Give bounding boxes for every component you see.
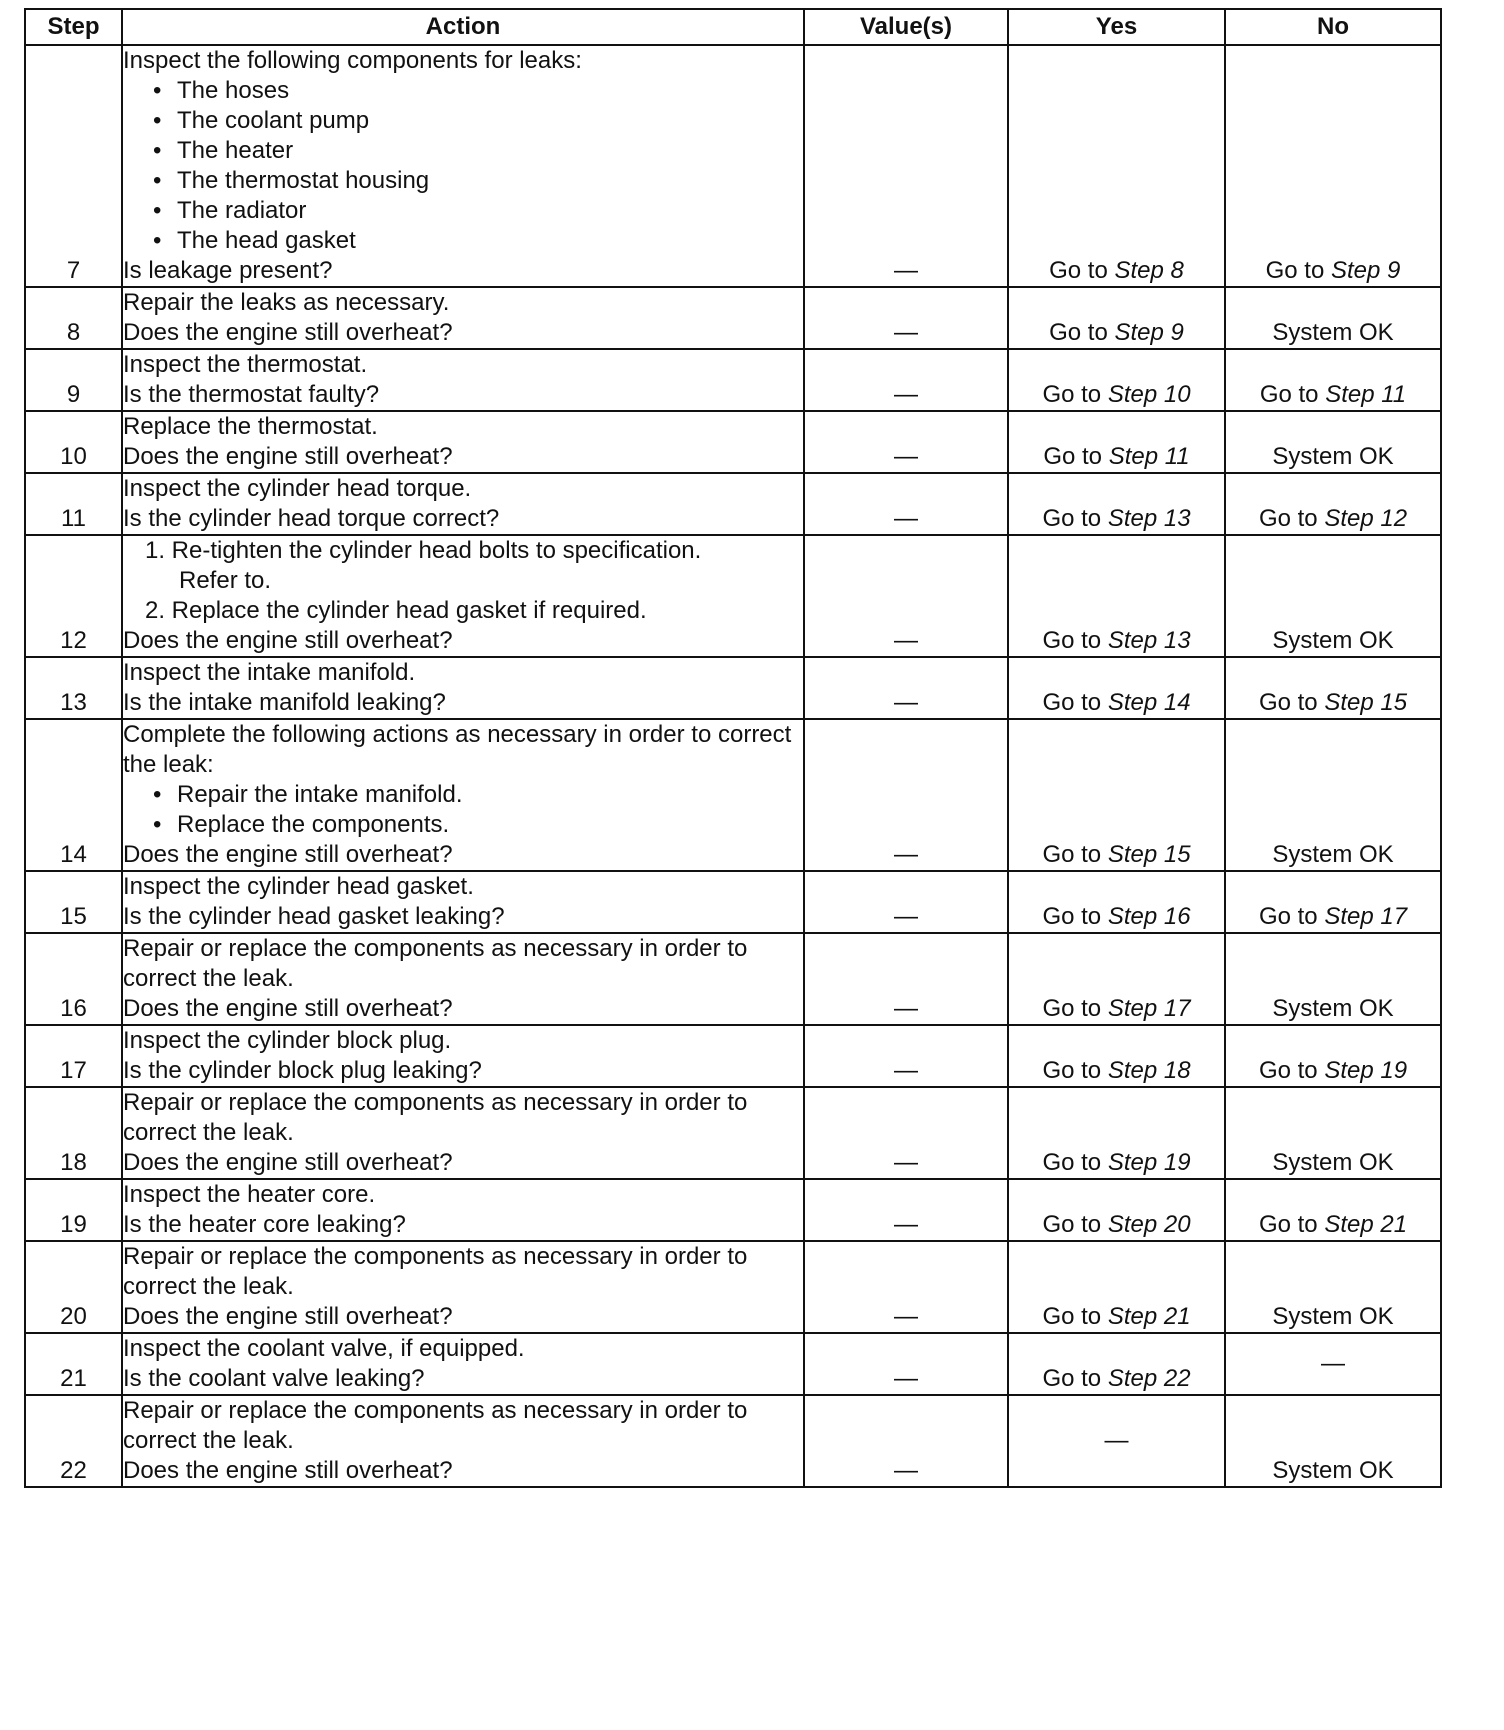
yes-cell (1008, 45, 1225, 287)
action-text: Does the engine still overheat? (123, 1303, 453, 1330)
action-cell (122, 871, 804, 933)
action-cell (122, 1395, 804, 1487)
table-row (25, 1333, 1441, 1395)
value-cell: — (804, 473, 1008, 535)
action-text: Does the engine still overheat? (123, 627, 453, 654)
table-row (25, 657, 1441, 719)
action-text: Does the engine still overheat? (123, 841, 453, 868)
no-prefix: Go to (1258, 1211, 1325, 1238)
yes-step-ref: Step 17 (1107, 995, 1191, 1022)
yes-step-ref: Step 19 (1107, 1149, 1191, 1176)
yes-cell (1008, 349, 1225, 411)
no-step-ref: Step 9 (1330, 257, 1401, 284)
table-row (25, 349, 1441, 411)
action-text: Is the intake manifold leaking? (123, 689, 446, 716)
step-number: 20 (25, 1241, 122, 1333)
no-cell (1225, 719, 1441, 871)
table-body (25, 45, 1441, 1487)
yes-step-ref: Step 8 (1114, 257, 1184, 284)
no-prefix: Go to (1258, 505, 1325, 532)
yes-prefix: Go to (1049, 257, 1115, 284)
yes-cell (1008, 411, 1225, 473)
no-cell (1225, 1333, 1441, 1395)
value-cell: — (804, 1241, 1008, 1333)
action-text: Inspect the coolant valve, if equipped. (123, 1335, 525, 1362)
yes-step-ref: Step 13 (1107, 627, 1191, 654)
yes-prefix: Go to (1049, 319, 1115, 346)
no-cell (1225, 1241, 1441, 1333)
yes-prefix: Go to (1042, 1365, 1108, 1392)
yes-cell (1008, 1025, 1225, 1087)
no-text: System OK (1272, 841, 1394, 868)
value-cell: — (804, 287, 1008, 349)
action-bullet: • The hoses (123, 76, 803, 106)
no-cell (1225, 1025, 1441, 1087)
yes-prefix: Go to (1042, 381, 1108, 408)
action-text: Repair the leaks as necessary. (123, 289, 450, 316)
table-row (25, 1025, 1441, 1087)
action-text: Repair or replace the components as necessary in order to correct the leak. (123, 935, 748, 992)
no-cell (1225, 871, 1441, 933)
yes-step-ref: Step 21 (1107, 1303, 1191, 1330)
no-step-ref: Step 15 (1324, 689, 1408, 716)
step-number: 18 (25, 1087, 122, 1179)
action-text: Is the thermostat faulty? (123, 381, 380, 408)
step-number: 12 (25, 535, 122, 657)
no-prefix: Go to (1258, 1057, 1325, 1084)
action-cell (122, 1179, 804, 1241)
no-cell (1225, 473, 1441, 535)
action-text: Inspect the following components for leaks: (123, 47, 582, 74)
value-cell: — (804, 657, 1008, 719)
action-cell (122, 349, 804, 411)
yes-step-ref: Step 15 (1107, 841, 1191, 868)
table-row (25, 287, 1441, 349)
yes-prefix: Go to (1042, 1211, 1108, 1238)
yes-step-ref: Step 20 (1107, 1211, 1191, 1238)
table-row (25, 871, 1441, 933)
action-text: Inspect the cylinder block plug. (123, 1027, 452, 1054)
yes-cell (1008, 657, 1225, 719)
action-bullet: • The heater (123, 136, 803, 166)
no-cell (1225, 1087, 1441, 1179)
action-text: Is the cylinder block plug leaking? (123, 1057, 482, 1084)
no-text: System OK (1272, 1303, 1394, 1330)
table-row (25, 45, 1441, 287)
action-text: Repair or replace the components as necessary in order to correct the leak. (123, 1243, 748, 1300)
no-text: System OK (1272, 995, 1394, 1022)
value-cell: — (804, 933, 1008, 1025)
no-cell (1225, 411, 1441, 473)
header-values: Value(s) (804, 9, 1008, 45)
yes-step-ref: Step 18 (1107, 1057, 1191, 1084)
action-cell (122, 1241, 804, 1333)
action-text: Is leakage present? (123, 257, 333, 284)
value-cell: — (804, 411, 1008, 473)
step-number: 22 (25, 1395, 122, 1487)
table-row (25, 535, 1441, 657)
no-cell (1225, 1395, 1441, 1487)
no-cell (1225, 535, 1441, 657)
no-text: System OK (1272, 319, 1394, 346)
step-number: 14 (25, 719, 122, 871)
no-prefix: Go to (1258, 689, 1325, 716)
yes-prefix: Go to (1042, 1057, 1108, 1084)
yes-step-ref: Step 11 (1108, 443, 1190, 470)
action-text: Replace the thermostat. (123, 413, 378, 440)
yes-prefix: Go to (1042, 627, 1108, 654)
action-text: Is the cylinder head gasket leaking? (123, 903, 505, 930)
value-cell: — (804, 1179, 1008, 1241)
action-bullet: • Replace the components. (123, 810, 803, 840)
action-cell (122, 473, 804, 535)
no-cell (1225, 933, 1441, 1025)
action-cell (122, 1333, 804, 1395)
yes-cell (1008, 1087, 1225, 1179)
step-number: 8 (25, 287, 122, 349)
no-text: System OK (1272, 1457, 1394, 1484)
step-number: 9 (25, 349, 122, 411)
header-no: No (1225, 9, 1441, 45)
table-row (25, 1087, 1441, 1179)
action-numbered-item: 1. Re-tighten the cylinder head bolts to specification. (145, 537, 702, 564)
action-text: Inspect the intake manifold. (123, 659, 416, 686)
table-row (25, 473, 1441, 535)
yes-step-ref: Step 14 (1107, 689, 1191, 716)
yes-prefix: Go to (1042, 841, 1108, 868)
action-cell (122, 1087, 804, 1179)
yes-step-ref: Step 16 (1107, 903, 1191, 930)
action-cell (122, 719, 804, 871)
value-cell: — (804, 349, 1008, 411)
value-cell: — (804, 1333, 1008, 1395)
no-cell (1225, 657, 1441, 719)
action-cell (122, 411, 804, 473)
action-cell (122, 1025, 804, 1087)
action-cell (122, 535, 804, 657)
value-cell: — (804, 535, 1008, 657)
action-bullet: • The thermostat housing (123, 166, 803, 196)
step-number: 7 (25, 45, 122, 287)
no-prefix: Go to (1258, 903, 1325, 930)
yes-cell (1008, 473, 1225, 535)
action-numbered-item: 2. Replace the cylinder head gasket if required. (145, 597, 647, 624)
table-row (25, 1179, 1441, 1241)
no-cell (1225, 45, 1441, 287)
no-cell (1225, 1179, 1441, 1241)
yes-cell (1008, 933, 1225, 1025)
no-text: — (1321, 1350, 1345, 1377)
yes-step-ref: Step 13 (1107, 505, 1191, 532)
step-number: 15 (25, 871, 122, 933)
step-number: 19 (25, 1179, 122, 1241)
action-text: Repair or replace the components as necessary in order to correct the leak. (123, 1089, 748, 1146)
action-text: Inspect the cylinder head torque. (123, 475, 472, 502)
no-text: System OK (1272, 443, 1394, 470)
value-cell: — (804, 1025, 1008, 1087)
table-row (25, 719, 1441, 871)
action-text: Does the engine still overheat? (123, 1149, 453, 1176)
no-step-ref: Step 21 (1324, 1211, 1408, 1238)
table-row (25, 1395, 1441, 1487)
yes-prefix: Go to (1042, 689, 1108, 716)
table-row (25, 1241, 1441, 1333)
header-yes: Yes (1008, 9, 1225, 45)
no-step-ref: Step 19 (1324, 1057, 1408, 1084)
step-number: 16 (25, 933, 122, 1025)
yes-cell (1008, 287, 1225, 349)
value-cell: — (804, 871, 1008, 933)
yes-cell (1008, 1179, 1225, 1241)
table-row (25, 933, 1441, 1025)
action-text: Does the engine still overheat? (123, 319, 453, 346)
action-text: Is the heater core leaking? (123, 1211, 406, 1238)
action-continuation: Refer to. (179, 567, 272, 594)
value-cell: — (804, 719, 1008, 871)
action-cell (122, 287, 804, 349)
yes-prefix: Go to (1042, 1149, 1108, 1176)
action-bullet: • The coolant pump (123, 106, 803, 136)
action-cell (122, 45, 804, 287)
action-text: Does the engine still overheat? (123, 1457, 453, 1484)
step-number: 21 (25, 1333, 122, 1395)
yes-text: — (1104, 1427, 1129, 1454)
yes-step-ref: Step 22 (1107, 1365, 1191, 1392)
yes-step-ref: Step 10 (1107, 381, 1191, 408)
no-step-ref: Step 17 (1324, 903, 1408, 930)
action-cell (122, 657, 804, 719)
action-bullet: • Repair the intake manifold. (123, 780, 803, 810)
yes-cell (1008, 535, 1225, 657)
action-bullet: • The radiator (123, 196, 803, 226)
no-step-ref: Step 11 (1325, 381, 1407, 408)
yes-cell (1008, 1241, 1225, 1333)
value-cell: — (804, 1087, 1008, 1179)
yes-cell (1008, 1333, 1225, 1395)
action-text: Complete the following actions as necessary in order to correct the leak: (123, 721, 792, 778)
no-cell (1225, 287, 1441, 349)
action-bullet: • The head gasket (123, 226, 803, 256)
no-step-ref: Step 12 (1324, 505, 1408, 532)
yes-cell (1008, 871, 1225, 933)
yes-cell (1008, 1395, 1225, 1487)
header-row (25, 9, 1441, 45)
no-text: System OK (1272, 627, 1394, 654)
diagnostic-table (24, 8, 1442, 1488)
action-text: Inspect the heater core. (123, 1181, 376, 1208)
no-prefix: Go to (1259, 381, 1326, 408)
header-action: Action (122, 9, 804, 45)
step-number: 17 (25, 1025, 122, 1087)
value-cell: — (804, 1395, 1008, 1487)
action-cell (122, 933, 804, 1025)
action-text: Is the cylinder head torque correct? (123, 505, 500, 532)
table-row (25, 411, 1441, 473)
yes-prefix: Go to (1042, 1303, 1108, 1330)
action-text: Does the engine still overheat? (123, 443, 453, 470)
no-text: System OK (1272, 1149, 1394, 1176)
action-text: Repair or replace the components as necessary in order to correct the leak. (123, 1397, 748, 1454)
yes-prefix: Go to (1042, 903, 1108, 930)
header-step: Step (25, 9, 122, 45)
yes-prefix: Go to (1043, 443, 1109, 470)
action-text: Inspect the thermostat. (123, 351, 368, 378)
step-number: 10 (25, 411, 122, 473)
no-prefix: Go to (1265, 257, 1331, 284)
action-text: Is the coolant valve leaking? (123, 1365, 425, 1392)
yes-prefix: Go to (1042, 505, 1108, 532)
yes-step-ref: Step 9 (1114, 319, 1184, 346)
action-text: Inspect the cylinder head gasket. (123, 873, 474, 900)
action-text: Does the engine still overheat? (123, 995, 453, 1022)
no-cell (1225, 349, 1441, 411)
value-cell: — (804, 45, 1008, 287)
step-number: 11 (25, 473, 122, 535)
yes-prefix: Go to (1042, 995, 1108, 1022)
step-number: 13 (25, 657, 122, 719)
yes-cell (1008, 719, 1225, 871)
